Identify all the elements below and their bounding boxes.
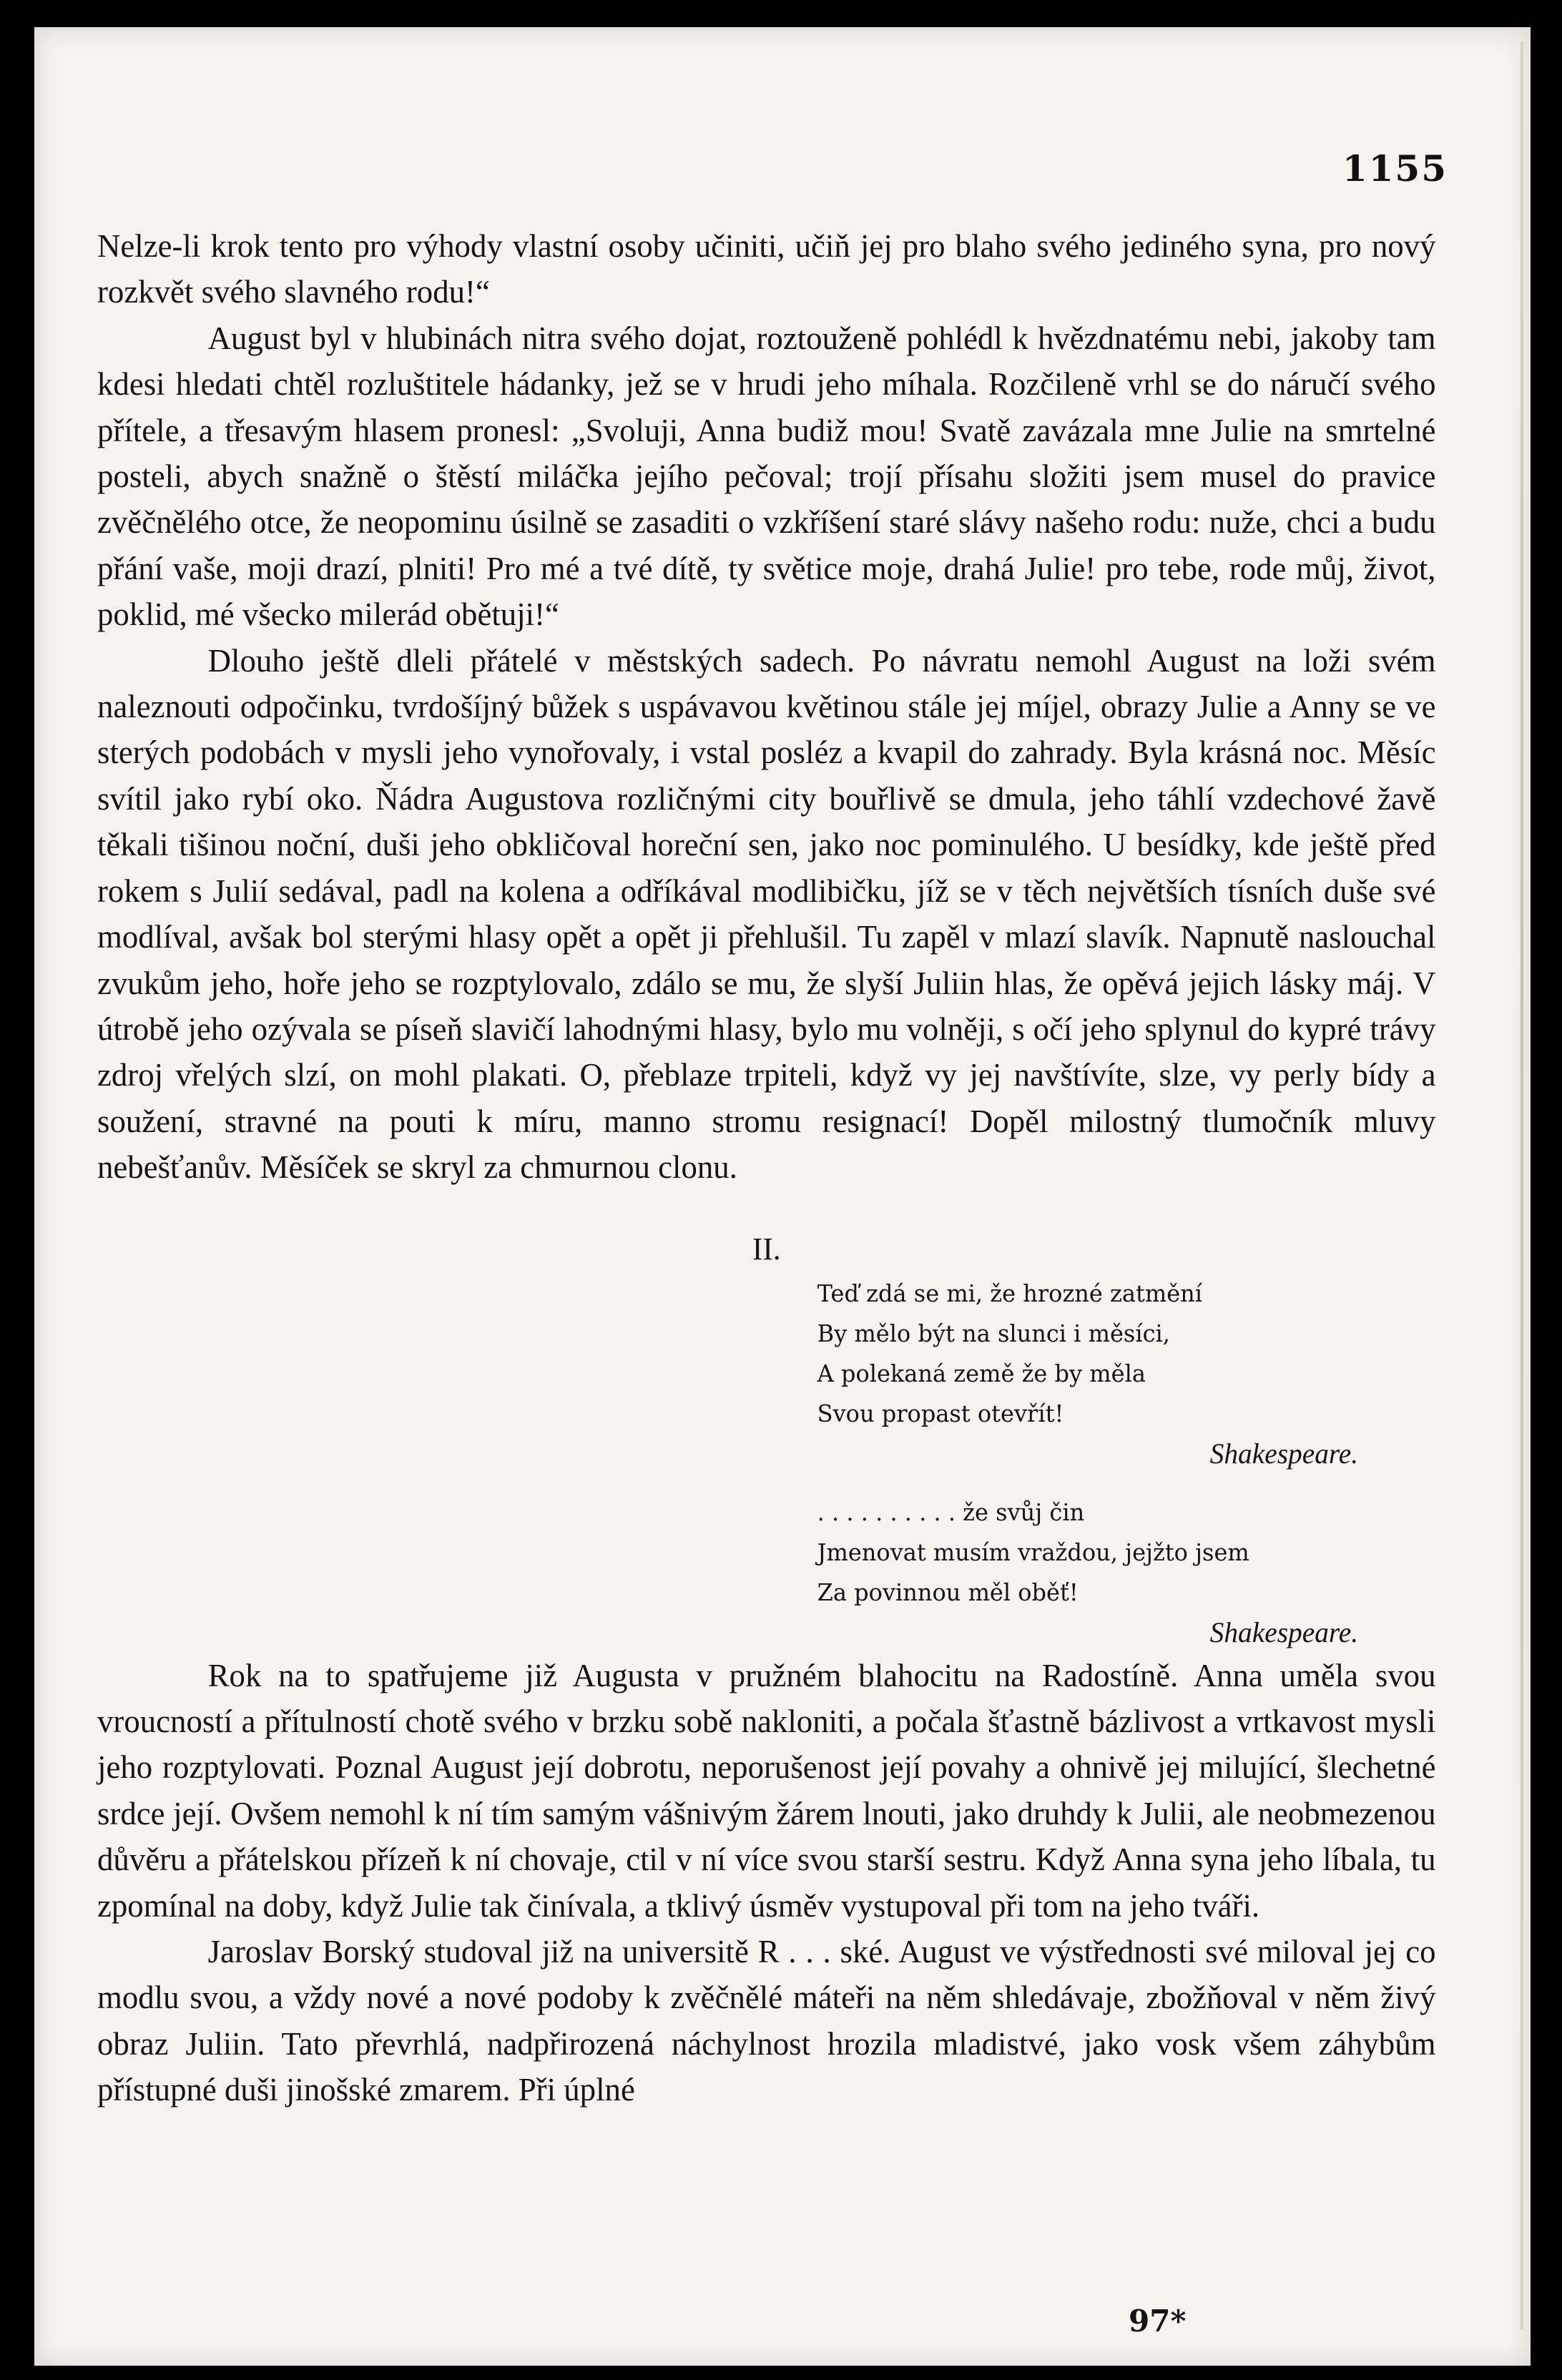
paragraph-2: August byl v hlubinách nitra svého dojat, roztouženě pohlédl k hvězdnatému nebi, jakoby tam kdesi hledati chtěl rozluštitele hádanky, jež se v hrudi jeho míhala. Rozčileně vrhl se do náručí svého přítele, a třesavým hlasem pronesl: „Svoluji, Anna budiž mou! Svatě zavázala mne Julie na smrtelné posteli, abych snažně o štěstí miláčka jejího pečoval; trojí přísahu složiti jsem musel do pravice zvěčnělého otce, že neopominu úsilně se zasaditi o vzkříšení staré slávy našeho rodu: nuže, chci a budu přání vaše, moji drazí, plniti! Pro mé a tvé dítě, ty světice moje, drahá Julie! pro tebe, rode můj, život, poklid, mé všecko milerád obětuji!“	[97, 319, 1436, 633]
page-number: 1155	[1342, 147, 1448, 190]
page-edge	[1521, 41, 1523, 2330]
book-page	[34, 27, 1531, 2366]
epigraph-line: Jmenovat musím vraždou, jejžto jsem	[817, 1538, 1249, 1566]
epigraph-1	[817, 1274, 1358, 1653]
epigraph-line: Za povinnou měl oběť!	[817, 1578, 1079, 1606]
section-heading: II.	[752, 1231, 781, 1267]
epigraph-line: Teď zdá se mi, že hrozné zatmění	[817, 1279, 1203, 1307]
epigraph-attribution: Shakespeare.	[1209, 1437, 1359, 1470]
epigraph-line: . . . . . . . . . . že svůj čin	[817, 1498, 1085, 1526]
epigraph-attribution: Shakespeare.	[1209, 1616, 1359, 1648]
paragraph-5: Jaroslav Borský studoval již na universitě R . . . ské. August ve výstřednosti své miloval jej co modlu svou, a vždy nové a nové podoby k zvěčnělé mátеři na něm shledávaje, zbožňoval v něm živý obraz Juliin. Tato převrhlá, nadpřirozená náchylnost hrozila mladistvé, jako vosk všem záhybům přístupné duši jinošské zmarem. Při úplné	[97, 1932, 1436, 2108]
epigraph-line: Svou propast otevřít!	[817, 1400, 1064, 1427]
paragraph-3: Dlouho ještě dleli přátelé v městských sadech. Po návratu nemohl August na loži svém naleznouti odpočinku, tvrdošíjný bůžek s uspávavou květinou stále jej míjel, obrazy Julie a Anny se ve sterých podobách v mysli jeho vynořovaly, i vstal posléz a kvapil do zahrady. Byla krásná noc. Měsíc svítil jako rybí oko. Ňádra Augustova rozličnými city bouřlivě se dmula, jeho táhlí vzdechové žavě těkali tišinou noční, duši jeho obkličoval horeční sen, jako noc pominulého. U besídky, kde ještě před rokem s Julií sedával, padl na kolena a odříkával modlibičku, jíž se v těch největších tísních duše své modlíval, avšak bol sterými hlasy opět a opět ji přehlušil. Tu zapěl v mlazí slavík. Napnutě naslouchal zvukům jeho, hoře jeho se rozptylovalo, zdálo se mu, že slyší Juliin hlas, že opěvá jejich lásky máj. V útrobě jeho ozývala se píseň slavičí lahodnými hlasy, bylo mu volněji, s očí jeho splynul do kypré trávy zdroj vřelých slzí, on mohl plakati. O, přeblaze trpiteli, když vy jej navštívíte, slze, vy perly bídy a soužení, stravné na pouti k míru, manno stromu resignací! Dopěl milostný tlumočník mluvy nebešťanův. Měsíček se skryl za chmurnou clonu.	[97, 641, 1436, 1186]
epigraph-line: By mělo být na slunci i měsíci,	[817, 1319, 1170, 1347]
body-text	[97, 223, 1436, 2113]
epigraph-line: A polekaná země že by měla	[817, 1359, 1146, 1387]
paragraph-4: Rok na to spatřujeme již Augusta v pružném blahocitu na Radostíně. Anna uměla svou vroucností a přítulností chotě svého v brzku sobě nakloniti, a počala šťastně bázlivost a vrtkavost mysli jeho rozptylovati. Poznal August její dobrotu, neporušenost její povahy a ohnivě jej milující, šlechetné srdce její. Ovšem nemohl k ní tím samým vášnivým žárem lnouti, jako druhdy k Julii, ale neobmezenou důvěru a přátelskou přízeň k ní chovaje, ctil v ní více svou starší sestru. Když Anna syna jeho líbala, tu zpomínal na doby, když Julie tak činívala, a tklivý úsměv vystupoval při tom na jeho tváři.	[97, 1656, 1436, 1924]
paragraph-1: Nelze-li krok tento pro výhody vlastní osoby učiniti, učiň jej pro blaho svého jediného syna, pro nový rozkvět svého slavného rodu!“	[97, 227, 1436, 310]
signature-mark: 97*	[1129, 2303, 1187, 2339]
